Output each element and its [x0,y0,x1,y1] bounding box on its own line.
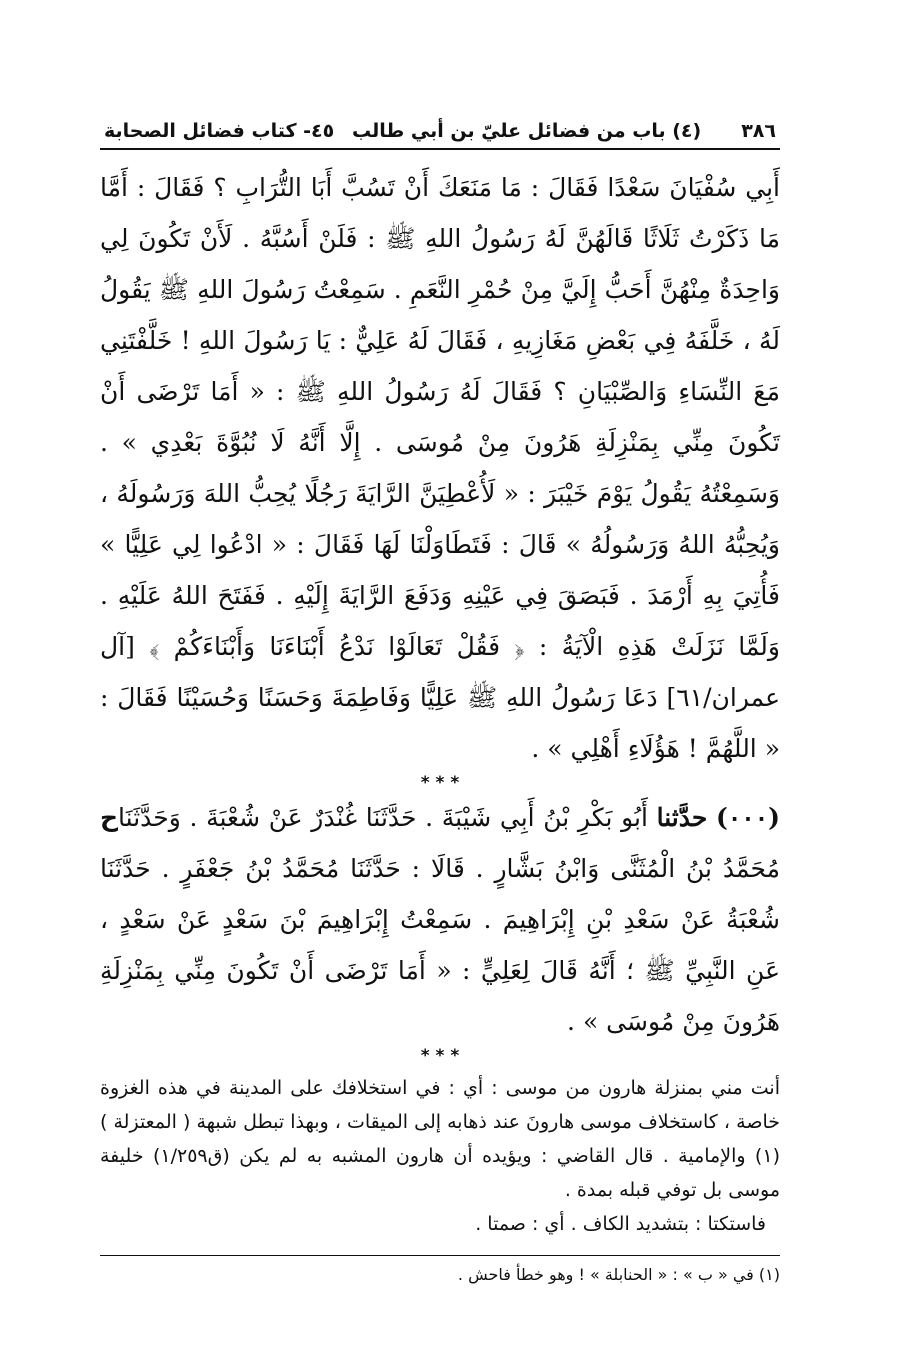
main-text [100,162,780,1065]
section-separator: * * * [420,773,460,793]
document-page [100,120,780,1290]
commentary-paragraph-2: فاستكتا : بتشديد الكاف . أي : صمتا . [475,1213,766,1235]
book-title: ٤٥- كتاب فضائل الصحابة [104,120,335,142]
main-paragraph: أَبِي سُفْيَانَ سَعْدًا فَقَالَ : مَا مَنَعَكَ أَنْ تَسُبَّ أَبَا التُّرَابِ ؟ فَقَالَ : أَمَّا مَا ذَكَرْتُ ثَلَاثًا قَالَهُنَّ لَهُ رَسُولُ اللهِ ﷺ : فَلَنْ أَسُبَّهُ . لَأَنْ تَكُونَ لِي وَاحِدَةٌ مِنْهُنَّ أَحَبُّ إِلَيَّ مِنْ حُمْرِ النَّعَمِ . سَمِعْتُ رَسُولَ اللهِ ﷺ يَقُولُ لَهُ ، خَلَّفَهُ فِي بَعْضِ مَغَازِيهِ ، فَقَالَ لَهُ عَلِيٌّ : يَا رَسُولَ اللهِ ! خَلَّفْتَنِي مَعَ النِّسَاءِ وَالصِّبْيَانِ ؟ فَقَالَ لَهُ رَسُولُ اللهِ ﷺ : « أَمَا تَرْضَى أَنْ تَكُونَ مِنِّي بِمَنْزِلَةِ هَرُونَ مِنْ مُوسَى . إِلَّا أَنَّهُ لَا نُبُوَّةَ بَعْدِي » . وَسَمِعْتُهُ يَقُولُ يَوْمَ خَيْبَرَ : « لَأُعْطِيَنَّ الرَّايَةَ رَجُلًا يُحِبُّ اللهَ وَرَسُولَهُ ، وَيُحِبُّهُ اللهُ وَرَسُولُهُ » قَالَ : فَتَطَاوَلْنَا لَهَا فَقَالَ : « ادْعُوا لِي عَلِيًّا » فَأُتِيَ بِهِ أَرْمَدَ . فَبَصَقَ فِي عَيْنِهِ وَدَفَعَ الرَّايَةَ إِلَيْهِ . فَفَتَحَ اللهُ عَلَيْهِ . وَلَمَّا نَزَلَتْ هَذِهِ الْآيَةُ : ﴿ فَقُلْ تَعَالَوْا نَدْعُ أَبْنَاءَنَا وَأَبْنَاءَكُمْ ﴾ [آل عمران/٦١] دَعَا رَسُولُ اللهِ ﷺ عَلِيًّا وَفَاطِمَةَ وَحَسَنًا وَحُسَيْنًا فَقَالَ : « اللَّهُمَّ ! هَؤُلَاءِ أَهْلِي » . [100,173,780,763]
commentary-paragraph: أنت مني بمنزلة هارون من موسى : أي : في استخلافك على المدينة في هذه الغزوة خاصة ، كاستخلاف موسى هارونَ عند ذهابه إلى الميقات ، وبهذا تبطل شبهة ( المعتزلة )(١) والإمامية . قال القاضي : ويؤيده أن هارون المشبه به لم يكن (ق١/٢٥٩) خليفة موسى بل توفي قبله بمدة . [100,1077,780,1201]
commentary [100,1071,780,1241]
hadith-number: (٠٠٠) [716,803,780,832]
hadith-paragraph [100,792,780,1047]
hadith-text: أَبُو بَكْرِ بْنُ أَبِي شَيْبَةَ . حَدَّثَنَا غُنْدَرٌ عَنْ شُعْبَةَ . وَحَدَّثَنَا مُحَمَّدُ بْنُ الْمُثَنَّى وَابْنُ بَشَّارٍ . قَالَا : حَدَّثَنَا مُحَمَّدُ بْنُ جَعْفَرٍ . حَدَّثَنَا شُعْبَةُ عَنْ سَعْدِ بْنِ إِبْرَاهِيمَ . سَمِعْتُ إِبْرَاهِيمَ بْنَ سَعْدٍ عَنْ سَعْدٍ ، عَنِ النَّبِيِّ ﷺ ؛ أَنَّهُ قَالَ لِعَلِيٍّ : « أَمَا تَرْضَى أَنْ تَكُونَ مِنِّي بِمَنْزِلَةِ هَرُونَ مِنْ مُوسَى » . [100,803,780,1036]
footnote-divider [100,1255,780,1256]
section-separator-2: * * * [420,1046,460,1066]
page-number: ٣٨٦ [741,120,776,142]
footnote: (١) في « ب » : « الحنابلة » ! وهو خطأ فاحش . [457,1265,780,1284]
hadith-lead: حدَّثنا [656,803,708,832]
running-header [100,120,780,150]
tahwil-symbol: ح [100,803,119,832]
chapter-title: (٤) باب من فضائل عليّ بن أبي طالب [351,120,702,142]
